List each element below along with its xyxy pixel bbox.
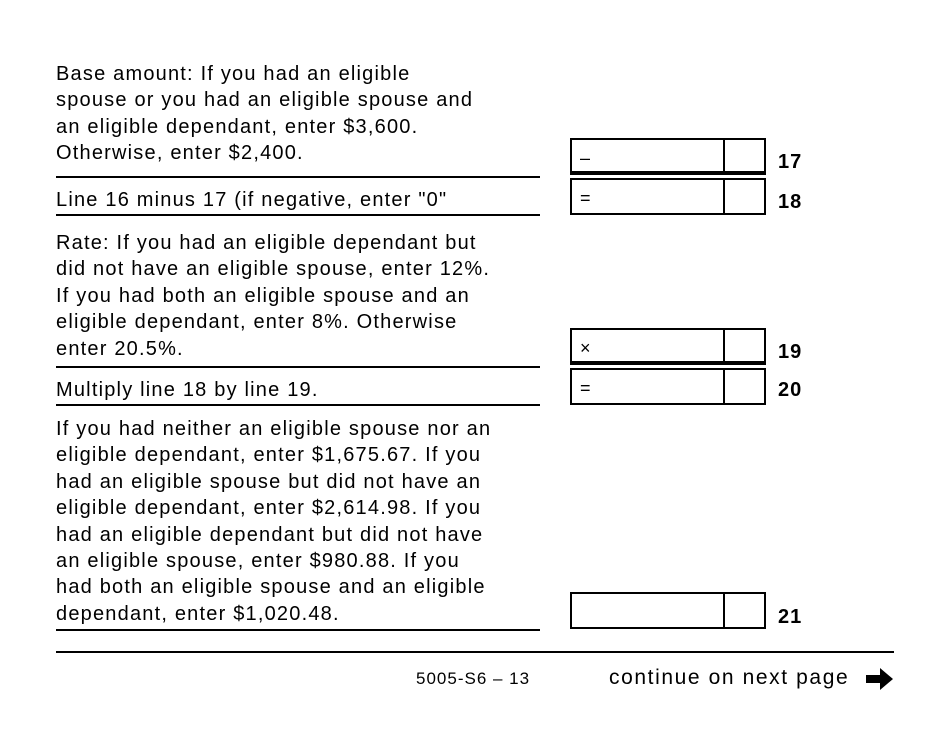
row-divider	[56, 629, 540, 631]
equals-operator: =	[580, 378, 591, 398]
multiply-operator: ×	[580, 338, 591, 358]
page-number: 5005-S6 – 13	[416, 669, 531, 688]
right-arrow-icon[interactable]	[866, 667, 894, 691]
equals-operator: =	[580, 188, 591, 208]
cents-divider	[723, 140, 725, 171]
line-21-description: If you had neither an eligible spouse nor an eligible dependant, enter $1,675.67. If you had an eligible spouse but did not have an eligible dependant, enter $2,614.98. If you had an eligible dependant but did not have an eligible spouse, enter $980.88. If you had both an eligible spouse and an eligible dependant, enter $1,020.48.	[56, 418, 492, 625]
continue-link[interactable]: continue on next page	[609, 666, 850, 689]
footer-divider	[56, 651, 894, 653]
line-18-description: Line 16 minus 17 (if negative, enter "0"	[56, 189, 448, 211]
line-20-description: Multiply line 18 by line 19.	[56, 379, 319, 401]
cents-divider	[723, 330, 725, 361]
row-divider	[56, 214, 540, 216]
cents-divider	[723, 370, 725, 403]
line-18-amount-field[interactable]	[570, 178, 766, 215]
line-17-number: 17	[778, 151, 803, 173]
line-20-number: 20	[778, 379, 803, 401]
line-19-description: Rate: If you had an eligible dependant but did not have an eligible spouse, enter 12%. If you had both an eligible spouse and an eligible dependant, enter 8%. Otherwise enter 20.5%.	[56, 232, 491, 360]
line-21-number: 21	[778, 606, 803, 628]
cents-divider	[723, 594, 725, 627]
line-21-amount-field[interactable]	[570, 592, 766, 629]
line-18-number: 18	[778, 191, 803, 213]
line-19-number: 19	[778, 341, 803, 363]
row-divider	[56, 366, 540, 368]
row-divider	[56, 404, 540, 406]
line-17-description: Base amount: If you had an eligible spouse or you had an eligible spouse and an eligible dependant, enter $3,600. Otherwise, enter $2,400.	[56, 63, 474, 165]
line-19-rate-field[interactable]	[570, 328, 766, 365]
row-divider	[56, 176, 540, 178]
line-20-amount-field[interactable]	[570, 368, 766, 405]
minus-operator: –	[580, 148, 591, 168]
cents-divider	[723, 180, 725, 213]
line-17-amount-field[interactable]	[570, 138, 766, 175]
